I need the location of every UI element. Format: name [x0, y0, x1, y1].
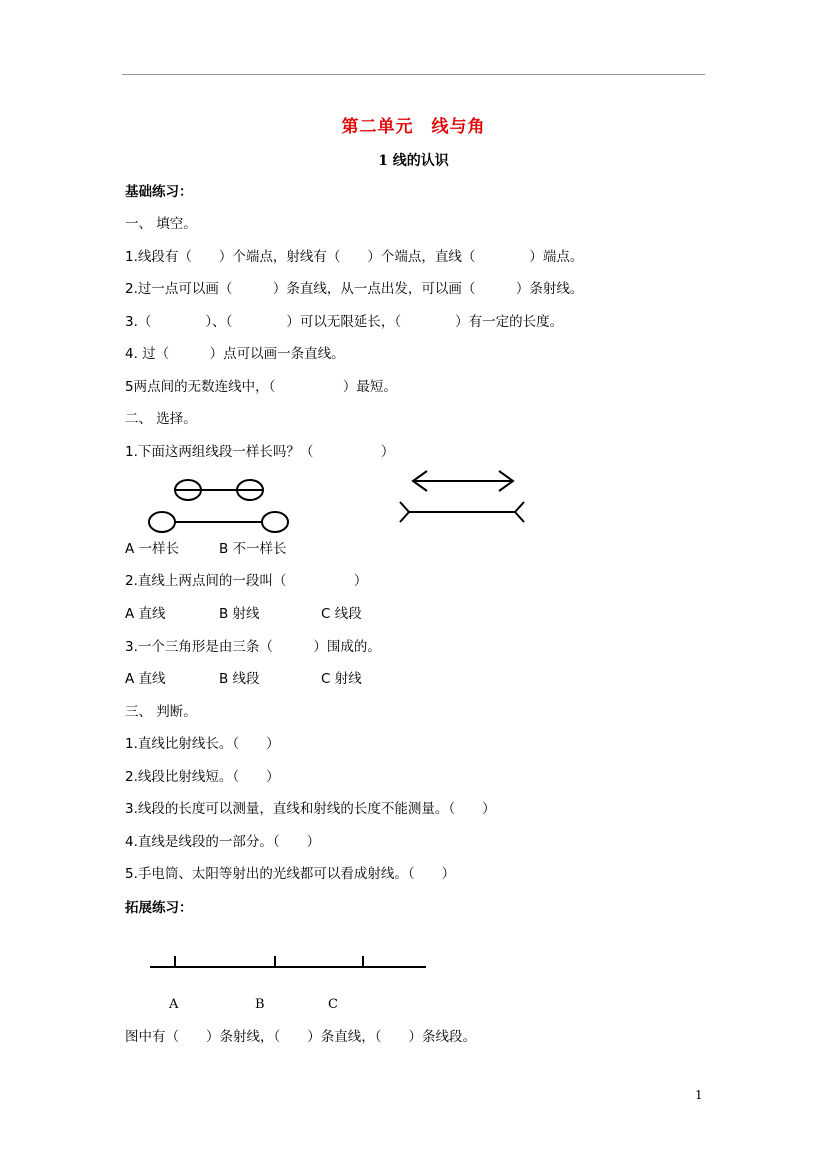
judge-item-2: 2.线段比射线短。（ ） — [125, 769, 280, 785]
extension-heading: 拓展练习： — [125, 900, 193, 916]
extension-question: 图中有（ ）条射线，（ ）条直线，（ ）条线段。 — [125, 1029, 476, 1045]
q2-option-a: A 直线 — [125, 606, 166, 622]
fill-item-4: 4. 过（ ）点可以画一条直线。 — [125, 346, 345, 362]
fill-item-1: 1.线段有（ ）个端点，射线有（ ）个端点，直线（ ）端点。 — [125, 249, 584, 265]
header-rule — [122, 74, 705, 75]
lesson-title: 1 线的认识 — [378, 153, 449, 169]
choice-q3: 3.一个三角形是由三条（ ）围成的。 — [125, 639, 381, 655]
point-label-b: B — [255, 997, 265, 1012]
choice-q1: 1.下面这两组线段一样长吗？（ ） — [125, 444, 395, 460]
judge-item-4: 4.直线是线段的一部分。（ ） — [125, 834, 321, 850]
judge-item-3: 3.线段的长度可以测量，直线和射线的长度不能测量。（ ） — [125, 801, 496, 817]
fill-item-2: 2.过一点可以画（ ）条直线，从一点出发，可以画（ ）条射线。 — [125, 281, 584, 297]
judge-item-1: 1.直线比射线长。（ ） — [125, 736, 280, 752]
fill-item-3: 3.（ ）、（ ）可以无限延长，（ ）有一定的长度。 — [125, 314, 564, 330]
right-fin — [515, 502, 524, 522]
choice-q2: 2.直线上两点间的一段叫（ ） — [125, 573, 368, 589]
point-label-c: C — [328, 997, 338, 1012]
q3-option-c: C 射线 — [321, 671, 362, 687]
segments-with-circles-figure — [140, 474, 300, 540]
q1-option-a: A 一样长 — [125, 541, 180, 557]
arrow-segments-figure — [395, 464, 535, 530]
fill-heading: 一、 填空。 — [125, 216, 197, 232]
judge-item-5: 5.手电筒、太阳等射出的光线都可以看成射线。（ ） — [125, 866, 456, 882]
line-with-points-figure — [148, 952, 430, 972]
q1-option-b: B 不一样长 — [219, 541, 287, 557]
circle-end-4 — [262, 512, 288, 532]
basic-practice-heading: 基础练习： — [125, 184, 193, 200]
point-label-a: A — [169, 997, 179, 1012]
fill-item-5: 5两点间的无数连线中，（ ）最短。 — [125, 379, 397, 395]
choice-heading: 二、 选择。 — [125, 411, 197, 427]
judge-heading: 三、 判断。 — [125, 704, 197, 720]
unit-title: 第二单元 线与角 — [341, 117, 486, 137]
q2-option-c: C 线段 — [321, 606, 362, 622]
q2-option-b: B 射线 — [219, 606, 260, 622]
page-number: 1 — [695, 1088, 703, 1102]
left-fin — [400, 502, 409, 522]
q3-option-a: A 直线 — [125, 671, 166, 687]
q3-option-b: B 线段 — [219, 671, 260, 687]
circle-end-3 — [149, 512, 175, 532]
